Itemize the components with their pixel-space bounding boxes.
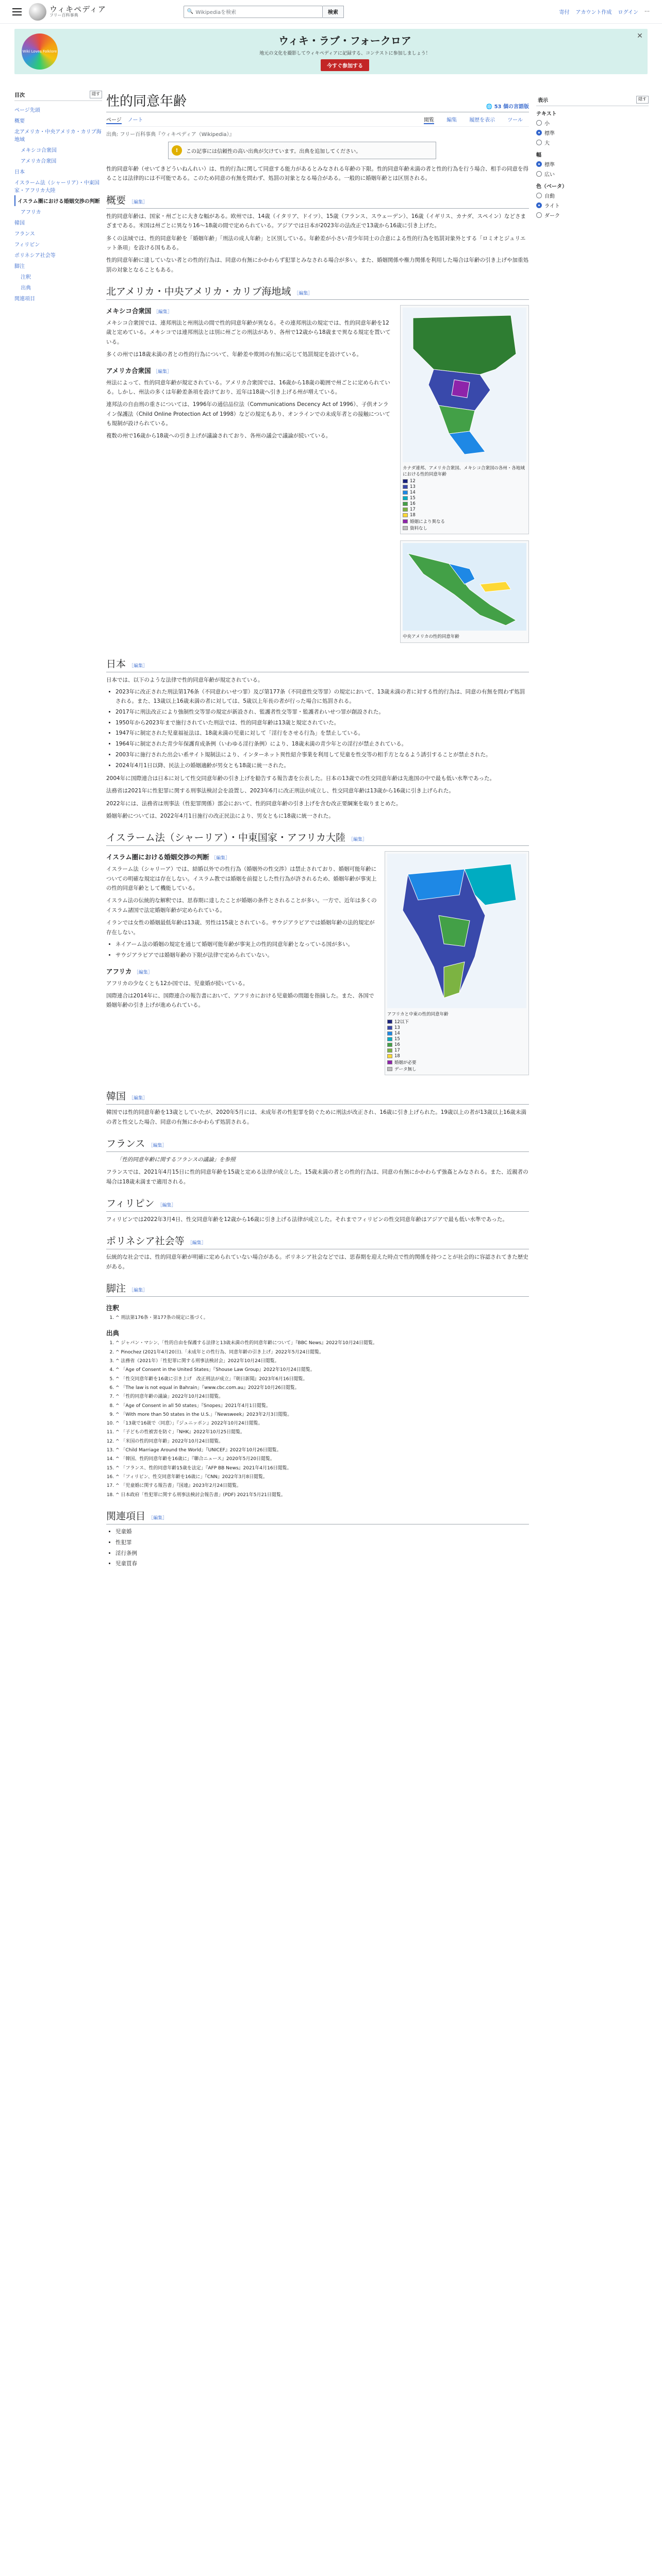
paragraph: メキシコ合衆国では、連邦刑法と州刑法の間で性的同意年齢が異なる。その連邦刑法の規定では、性的同意年齢を12歳と定めている。メキシコでは連邦刑法とは別に州ごとの刑法があり、各州で12歳から18歳まで異なる規定を置いている。 <box>106 320 391 345</box>
section-title: イスラーム法（シャーリア）・中東国家・アフリカ大陸 <box>106 832 345 844</box>
paragraph: フィリピンでは2022年3月4日、性交同意年齢を12歳から16歳に引き上げる法律が成立した。それまでフィリピンの性交同意年齢はアジアで最も低い水準であった。 <box>106 1216 508 1223</box>
toc-item[interactable]: 出典 <box>21 285 31 291</box>
edit-link[interactable]: ［編集］ <box>129 1288 148 1294</box>
paragraph: 婚姻年齢については、2022年4月1日施行の改正民法により、男女ともに18歳に統一された。 <box>106 812 334 819</box>
section-related <box>106 1509 529 1524</box>
edit-link[interactable]: ［編集］ <box>153 369 172 375</box>
section-title: 北アメリカ・中央アメリカ・カリブ海地域 <box>106 286 291 297</box>
section-philippines <box>106 1196 529 1212</box>
main-article-link[interactable]: 「性的同意年齢に関するフランスの議論」を参照 <box>117 1156 236 1163</box>
legend-entry <box>403 525 526 531</box>
legend-label: 17 <box>394 1048 400 1054</box>
toc-item[interactable]: 注釈 <box>21 275 31 280</box>
join-button[interactable]: 今すぐ参加する <box>321 59 369 71</box>
edit-link[interactable]: ［編集］ <box>129 1096 148 1101</box>
edit-link[interactable]: ［編集］ <box>294 291 313 296</box>
paragraph: 2022年には、法務省は刑事法（性犯罪関係）部会において、性的同意年齢の引き上げを含む改正要綱案を取りまとめた。 <box>106 800 402 807</box>
banner-logo <box>22 33 58 70</box>
central-america-map[interactable] <box>403 543 526 631</box>
map-legend <box>387 1019 526 1072</box>
section-north-america <box>106 284 529 300</box>
toc-item[interactable]: 北アメリカ・中央アメリカ・カリブ海地域 <box>14 129 102 143</box>
legend-entry <box>387 1048 526 1053</box>
globe-icon <box>29 3 46 21</box>
legend-entry <box>403 479 526 484</box>
radio-icon <box>536 212 542 218</box>
notice-text: この記事には信頼性の高い出典が欠けています。出典を追加してください。 <box>186 148 361 155</box>
tab-read[interactable]: 閲覧 <box>424 115 434 124</box>
list-item: • ネイアーム法の婚姻の規定を通じて婚姻可能年齢が事実上の性的同意年齢となっている国が多い。 <box>115 940 529 950</box>
tab-tools[interactable]: ツール <box>507 117 523 123</box>
related-link[interactable]: • 児童婚 <box>115 1528 529 1537</box>
legend-entry <box>387 1019 526 1025</box>
section-title: フィリピン <box>106 1198 155 1210</box>
toc-item[interactable]: イスラム圏における婚姻交渉の判断 <box>14 195 102 206</box>
legend-label: 婚姻が必要 <box>394 1060 417 1066</box>
paragraph: フランスでは、2021年4月15日に性的同意年齢を15歳と定める法律が成立した。15歳未満の者との性的行為は、同意の有無にかかわらず強姦とみなされる。また、近親者の場合は18歳未満まで適用される。 <box>106 1169 528 1185</box>
banner-text: 地元の文化を撮影してウィキペディアに記録する、コンテストに参加しましょう！ <box>259 50 431 56</box>
legend-swatch <box>387 1031 392 1036</box>
reference-item: 1. ^ ジャパン・マシン、「性的自由を保護する法律と13歳未満の性的同意年齢について」『BBC News』2022年10月24日閲覧。 <box>115 1340 529 1347</box>
tab-edit[interactable]: 編集 <box>446 117 457 123</box>
paragraph: 多くの法域では、性的同意年齢を「婚姻年齢」「刑法の成人年齢」と区別している。年齢差が小さい青少年同士の合意による性的行為を処罰対象外とする「ロミオとジュリエット条項」を設ける国もある。 <box>106 235 526 251</box>
map-caption: アフリカと中東の性的同意年齢 <box>387 1012 449 1018</box>
legend-swatch <box>387 1043 392 1047</box>
list-item: • 1950年から2023年まで施行されていた刑法では、性的同意年齢は13歳と規定されていた。 <box>115 719 529 728</box>
toc-item[interactable]: 日本 <box>14 170 25 175</box>
radio-icon <box>536 130 542 135</box>
section-title: 日本 <box>106 658 126 670</box>
legend-label: 17 <box>410 506 416 512</box>
lead-paragraph: 性的同意年齢（せいてきどういねんれい）は、性的行為に関して同意する能力があるとみなされる年齢の下限。性的同意年齢未満の者と性的行為を行う場合、相手の同意を得ることは法律的には不可能である。このため同意の有無を問わず、処罰の対象となる場合がある。一般的に婚姻年齢とは区別される。 <box>106 166 528 182</box>
paragraph: イスラーム法（シャリーア）では、結婚以外での性行為（婚姻外の性交渉）は禁止されており、婚姻可能年齢についての明確な規定は存在しない。イスラム教では婚姻を前提とした性行為が許されるため、婚姻年齢が事実上の性的同意年齢として機能している。 <box>106 866 377 892</box>
legend-label: 14 <box>410 489 416 495</box>
legend-label: 婚姻により異なる <box>410 519 445 524</box>
reference-item: 2. ^ Pinochez (2021年4月20日).「未成年との性行為、同意年齢の引き上げ」2022年5月24日閲覧。 <box>115 1349 529 1357</box>
radio-label: ダーク <box>544 213 560 219</box>
legend-swatch <box>387 1026 392 1030</box>
radio-icon <box>536 193 542 198</box>
paragraph: 性的同意年齢に達していない者との性的行為は、同意の有無にかかわらず犯罪とみなされる場合が多い。また、婚姻関係や権力関係を利用した場合は年齢の引き上げや加重処罰の対象となることもある。 <box>106 257 528 273</box>
legend-swatch <box>403 490 408 495</box>
reference-item: 3. ^ 法務省（2021年）「性犯罪に関する刑事法検討会」2022年10月24日閲覧。 <box>115 1358 529 1365</box>
paragraph: 多くの州では18歳未満の者との性的行為について、年齢差や欺罔の有無に応じて処罰規定を設けている。 <box>106 351 362 358</box>
radio-option[interactable] <box>536 160 649 168</box>
legend-entry <box>403 507 526 512</box>
legend-swatch <box>403 479 408 483</box>
radio-icon <box>536 161 542 167</box>
reference-item: 15. ^ 「フランス、性的同意年齢15歳を法定」『AFP BB News』2021年4月16日閲覧。 <box>115 1465 529 1472</box>
reference-item: 16. ^ 「フィリピン、性交同意年齢を16歳に」『CNN』2022年3月8日閲覧。 <box>115 1473 529 1481</box>
reference-item: 9. ^ 「With more than 50 states in the U.S.」『Newsweek』2023年2月3日閲覧。 <box>115 1411 529 1419</box>
legend-label: 12以下 <box>394 1020 409 1025</box>
legend-label: 資料なし <box>410 526 428 531</box>
section-france <box>106 1136 529 1152</box>
close-icon[interactable]: ✕ <box>637 32 643 40</box>
legend-entry <box>387 1042 526 1047</box>
article-content <box>106 91 529 1570</box>
reference-item: 8. ^ 「Age of Consent in all 50 states」『Snopes』2021年4月1日閲覧。 <box>115 1402 529 1410</box>
toc-item[interactable]: アフリカ <box>21 210 41 215</box>
subsection-title: アフリカ <box>106 967 132 975</box>
legend-entry <box>387 1037 526 1042</box>
section-polynesia <box>106 1233 529 1249</box>
list-item: • 1947年に制定された児童福祉法は、18歳未満の児童に対して「淫行をさせる行為」を禁止している。 <box>115 729 529 738</box>
legend-entry <box>403 518 526 524</box>
toc-item[interactable]: 脚注 <box>14 264 25 269</box>
legend-entry <box>387 1059 526 1065</box>
paragraph: 州法によって、性的同意年齢が規定されている。アメリカ合衆国では、16歳から18歳の範囲で州ごとに定められている。しかし、州法の多くは年齢差条項を設けており、近年は18歳へ引き上げる州が増えている。 <box>106 379 390 395</box>
section-title: 関連項目 <box>106 1510 146 1522</box>
toc-item[interactable]: フランス <box>14 231 35 237</box>
toc-title: 目次 <box>14 93 25 98</box>
legend-swatch <box>403 496 408 500</box>
map-legend <box>403 479 526 531</box>
language-button[interactable]: 🌐 53 個の言語版 <box>486 104 529 110</box>
legend-label: 16 <box>394 1042 400 1048</box>
section-notes <box>106 1281 529 1297</box>
japan-list <box>106 688 529 771</box>
paragraph: 2004年に国際連合は日本に対して性交同意年齢の引き上げを勧告する報告書を公表した。日本の13歳での性交同意年齢は先進国の中で最も低い水準であった。 <box>106 775 495 782</box>
page-title: 性的同意年齢 <box>106 94 187 109</box>
legend-entry <box>403 484 526 489</box>
africa-middle-east-map[interactable] <box>387 854 526 1008</box>
more-icon[interactable]: ⋯ <box>644 9 650 14</box>
tab-talk[interactable]: ノート <box>127 117 143 123</box>
edit-link[interactable]: ［編集］ <box>211 856 230 861</box>
africa-map-figure <box>385 851 529 1075</box>
map-caption: カナダ連邦、アメリカ合衆国、メキシコ合衆国の各州・各地域における性的同意年齢 <box>403 466 525 477</box>
toc-item[interactable]: 韓国 <box>14 221 25 226</box>
legend-swatch <box>403 519 408 523</box>
radio-icon <box>536 202 542 208</box>
edit-link[interactable]: ［編集］ <box>148 1515 168 1521</box>
related-link[interactable]: • 児童買春 <box>115 1560 529 1569</box>
source-line: 出典: フリー百科事典『ウィキペディア（Wikipedia）』 <box>106 132 235 138</box>
legend-entry <box>403 501 526 506</box>
legend-swatch <box>403 513 408 517</box>
table-of-contents <box>14 91 102 303</box>
paragraph: 伝統的な社会では、性的同意年齢が明確に定められていない場合がある。ポリネシア社会などでは、思春期を迎えた時点で性的関係を持つことが社会的に容認されてきた歴史がある。 <box>106 1254 528 1270</box>
legend-swatch <box>387 1048 392 1053</box>
toc-item[interactable]: ポリネシア社会等 <box>14 253 56 259</box>
list-item: • 1964年に制定された青少年保護育成条例（いわゆる淫行条例）により、18歳未満の青少年との淫行が禁止されている。 <box>115 740 529 749</box>
legend-swatch <box>387 1067 392 1071</box>
tab-history[interactable]: 履歴を表示 <box>469 117 495 123</box>
radio-option[interactable] <box>536 119 649 127</box>
toc-item[interactable]: 関連項目 <box>14 296 35 302</box>
related-link[interactable]: • 淫行条例 <box>115 1549 529 1558</box>
legend-swatch <box>403 485 408 489</box>
radio-label: ライト <box>544 204 560 209</box>
paragraph: 法務省は2021年に性犯罪に関する刑事法検討会を設置し、2023年6月に改正刑法が成立し、性交同意年齢は13歳から16歳に引き上げられた。 <box>106 788 454 794</box>
map-caption: 中央アメリカの性的同意年齢 <box>403 634 459 639</box>
section-title: フランス <box>106 1138 145 1149</box>
toc-item[interactable]: メキシコ合衆国 <box>21 148 57 154</box>
radio-option[interactable] <box>536 170 649 178</box>
maintenance-notice <box>168 142 436 159</box>
section-title: 脚注 <box>106 1283 126 1295</box>
reference-item: 11. ^ 「子どもの性被害を防ぐ」『NHK』2022年10月25日閲覧。 <box>115 1429 529 1436</box>
references-list <box>106 1340 529 1499</box>
text-size-label: テキスト <box>536 111 557 117</box>
paragraph: 連邦法の自由刑の重さについては、1996年の通信品位法（Communications Decency Act of 1996）、子供オンライン保護法（Child Online Protection Act of 1998）などの規定もあり、オンラインでの未成年者との接触についても規制が設けられている。 <box>106 401 390 427</box>
paragraph: 複数の州で16歳から18歳への引き上げが議論されており、各州の議会で議論が続いている。 <box>106 433 332 439</box>
subsection-title: メキシコ合衆国 <box>106 307 152 315</box>
edit-link[interactable]: ［編集］ <box>349 837 368 843</box>
campaign-banner <box>14 29 648 74</box>
toc-item[interactable]: 概要 <box>14 118 25 124</box>
edit-link[interactable]: ［編集］ <box>157 1203 176 1209</box>
legend-swatch <box>387 1060 392 1064</box>
login-link[interactable]: ログイン <box>618 10 638 15</box>
central-america-map-figure <box>400 540 529 643</box>
page-tabs <box>106 115 529 127</box>
toc-item[interactable]: イスラーム法（シャーリア）・中東国家・アフリカ大陸 <box>14 180 100 194</box>
list-item: • 2023年に改正された刑法第176条（不同意わいせつ罪）及び第177条（不同意性交等罪）の規定において、13歳未満の者に対する性的行為は、同意の有無を問わず処罰される。また、13歳以上16歳未満の者に対しては、5歳以上年長の者が行った場合に処罰される。 <box>115 688 529 706</box>
list-item: • 2017年に刑法改正により強制性交等罪の規定が新設され、監護者性交等罪・監護者わいせつ罪が創設された。 <box>115 708 529 717</box>
legend-entry <box>403 490 526 495</box>
toc-item[interactable]: フィリピン <box>14 242 40 248</box>
reference-item: 17. ^ 「児童婚に関する報告書」『国連』2023年2月24日閲覧。 <box>115 1482 529 1490</box>
radio-option[interactable] <box>536 201 649 209</box>
reference-item: 5. ^ 「性交同意年齢を16歳に引き上げ 改正刑法が成立」『朝日新聞』2023年6月16日閲覧。 <box>115 1376 529 1383</box>
search-placeholder: Wikipediaを検索 <box>195 10 237 15</box>
legend-entry <box>387 1025 526 1030</box>
radio-label: 広い <box>544 172 555 178</box>
legend-label: 12 <box>410 478 416 484</box>
appearance-hide-button[interactable]: 隠す <box>636 96 649 104</box>
color-label: 色（ベータ） <box>536 184 567 190</box>
list-item: • サウジアラビアでは婚姻年齢の下限が法律で定められていない。 <box>115 951 529 960</box>
toc-item[interactable]: アメリカ合衆国 <box>21 159 57 164</box>
reference-item: 12. ^ 「米国の性的同意年齢」2022年10月24日閲覧。 <box>115 1438 529 1446</box>
legend-label: 15 <box>410 495 416 501</box>
paragraph: 国際連合は2014年に、国際連合の報告書において、アフリカにおける児童婚の問題を指摘した。また、各国で婚姻年齢の引き上げが進められている。 <box>106 992 374 1009</box>
search-button[interactable]: 検索 <box>323 6 344 18</box>
appearance-title: 表示 <box>538 98 548 104</box>
note-item: 1. ^ 刑法第176条・第177条の規定に基づく。 <box>115 1314 529 1322</box>
north-america-map-figure <box>400 305 529 534</box>
legend-swatch <box>387 1054 392 1058</box>
notes-list <box>106 1314 529 1322</box>
radio-label: 大 <box>544 141 550 146</box>
subsection-sources: 出典 <box>106 1329 120 1337</box>
paragraph: イランでは女性の婚姻最低年齢は13歳、男性は15歳とされている。サウジアラビアでは婚姻年齢の法的規定が存在しない。 <box>106 920 375 936</box>
radio-icon <box>536 120 542 126</box>
radio-label: 標準 <box>544 131 555 137</box>
toc-hide-button[interactable]: 隠す <box>90 91 102 98</box>
legend-label: 15 <box>394 1037 400 1042</box>
radio-label: 自動 <box>544 194 555 199</box>
section-title: 韓国 <box>106 1091 126 1103</box>
reference-item: 13. ^ 「Child Marriage Around the World」『UNICEF』2022年10月26日閲覧。 <box>115 1447 529 1454</box>
appearance-panel <box>536 91 649 221</box>
radio-label: 小 <box>544 121 550 127</box>
reference-item: 4. ^ 「Age of Consent in the United States」『Shouse Law Group』2022年10月24日閲覧。 <box>115 1366 529 1374</box>
language-count: 53 個の言語版 <box>494 104 529 110</box>
paragraph: 性的同意年齢は、国家・州ごとに大きな幅がある。欧州では、14歳（イタリア、ドイツ）、15歳（フランス、スウェーデン）、16歳（イギリス、カナダ、スペイン）などさまざまである。米国は州ごとに異なり16〜18歳の間で定められている。アジアでは日本が2023年の法改正で13歳から16歳に引き上げた。 <box>106 213 526 229</box>
main-menu-icon[interactable] <box>12 8 22 15</box>
section-overview <box>106 193 529 209</box>
legend-label: データ無し <box>394 1067 417 1073</box>
radio-icon <box>536 171 542 177</box>
radio-icon <box>536 140 542 145</box>
edit-link[interactable]: ［編集］ <box>153 310 172 315</box>
search-form <box>184 6 344 18</box>
reference-item: 10. ^ 「13歳で16歳で〈同意〉」『ジュニッポン』2022年10月24日閲覧。 <box>115 1420 529 1428</box>
radio-label: 標準 <box>544 162 555 168</box>
north-america-map[interactable] <box>403 308 526 462</box>
warning-icon: ! <box>172 145 182 156</box>
create-account-link[interactable]: アカウント作成 <box>575 10 612 15</box>
width-label: 幅 <box>536 152 541 158</box>
list-item: • 2024年4月1日以降、民法上の婚姻適齢が男女とも18歳に統一された。 <box>115 761 529 771</box>
list-item: • 2003年に施行された出会い系サイト規制法により、インターネット異性紹介事業を利用して児童を性交等の相手方となるよう誘引することが禁止された。 <box>115 751 529 760</box>
radio-option[interactable] <box>536 139 649 146</box>
edit-link[interactable]: ［編集］ <box>187 1241 206 1246</box>
banner-logo-label: Wiki Loves Folklore <box>22 49 57 54</box>
subsection-title: イスラム圏における婚姻交渉の判断 <box>106 853 209 861</box>
edit-link[interactable]: ［編集］ <box>148 1143 167 1148</box>
legend-label: 16 <box>410 501 416 506</box>
section-islam <box>106 830 529 846</box>
legend-swatch <box>387 1037 392 1041</box>
legend-entry <box>387 1054 526 1059</box>
radio-option[interactable] <box>536 211 649 219</box>
paragraph: 韓国では性的同意年齢を13歳としていたが、2020年5月には、未成年者の性犯罪を防ぐために刑法が改正され、16歳に引き上げられた。19歳以上の者が13歳以上16歳未満の者と性交した場合、同意の有無にかかわらず処罰される。 <box>106 1109 526 1125</box>
legend-swatch <box>403 507 408 512</box>
section-korea <box>106 1089 529 1105</box>
reference-item: 18. ^ 日本政府「性犯罪に関する刑事法検討会報告書」(PDF) 2021年5月21日閲覧。 <box>115 1492 529 1499</box>
wikipedia-logo[interactable] <box>29 3 106 21</box>
legend-swatch <box>387 1020 392 1024</box>
legend-label: 13 <box>394 1025 400 1031</box>
edit-link[interactable]: ［編集］ <box>129 663 148 669</box>
reference-item: 14. ^ 「韓国、性的同意年齢を16歳に」『聯合ニュース』2020年5月20日閲覧。 <box>115 1455 529 1463</box>
edit-link[interactable]: ［編集］ <box>134 970 153 975</box>
related-link[interactable]: • 性犯罪 <box>115 1538 529 1548</box>
legend-entry <box>387 1066 526 1072</box>
subsection-notes: 注釈 <box>106 1304 120 1312</box>
paragraph: イスラム法の伝統的な解釈では、思春期に達したことが婚姻の条件とされることが多い。一方で、近年は多くのイスラム諸国で法定婚姻年齢が定められている。 <box>106 897 377 913</box>
legend-entry <box>403 513 526 518</box>
site-subtitle: フリー百科事典 <box>49 13 78 18</box>
section-title: ポリネシア社会等 <box>106 1235 185 1247</box>
section-title: 概要 <box>106 194 126 206</box>
legend-swatch <box>403 502 408 506</box>
legend-label: 14 <box>394 1031 400 1037</box>
legend-entry <box>403 496 526 501</box>
legend-swatch <box>403 526 408 530</box>
legend-entry <box>387 1031 526 1036</box>
edit-link[interactable]: ［編集］ <box>129 199 148 205</box>
site-name: ウィキペディア <box>49 4 106 14</box>
reference-item: 7. ^ 「性的同意年齢の議論」2022年10月24日閲覧。 <box>115 1393 529 1401</box>
search-input[interactable] <box>184 6 323 18</box>
paragraph: アフリカの少なくとも12か国では、児童婚が続いている。 <box>106 980 249 987</box>
search-icon: 🔍 <box>187 9 194 14</box>
legend-label: 13 <box>410 484 416 489</box>
radio-option[interactable] <box>536 129 649 137</box>
subsection-title: アメリカ合衆国 <box>106 366 151 375</box>
toc-item[interactable]: ページ先頭 <box>14 108 40 113</box>
japan-intro: 日本では、以下のような法律で性的同意年齢が規定されている。 <box>106 676 263 683</box>
legend-label: 18 <box>394 1054 400 1059</box>
related-list <box>106 1528 529 1569</box>
tab-page[interactable]: ページ <box>106 115 122 124</box>
reference-item: 6. ^ 「The law is not equal in Bahrain」『www.cbc.com.au』2022年10月26日閲覧。 <box>115 1384 529 1392</box>
banner-title: ウィキ・ラブ・フォークロア <box>278 34 411 47</box>
legend-label: 18 <box>410 512 416 518</box>
donate-link[interactable]: 寄付 <box>559 10 570 15</box>
site-header <box>0 0 662 24</box>
radio-option[interactable] <box>536 192 649 199</box>
section-japan <box>106 656 529 672</box>
